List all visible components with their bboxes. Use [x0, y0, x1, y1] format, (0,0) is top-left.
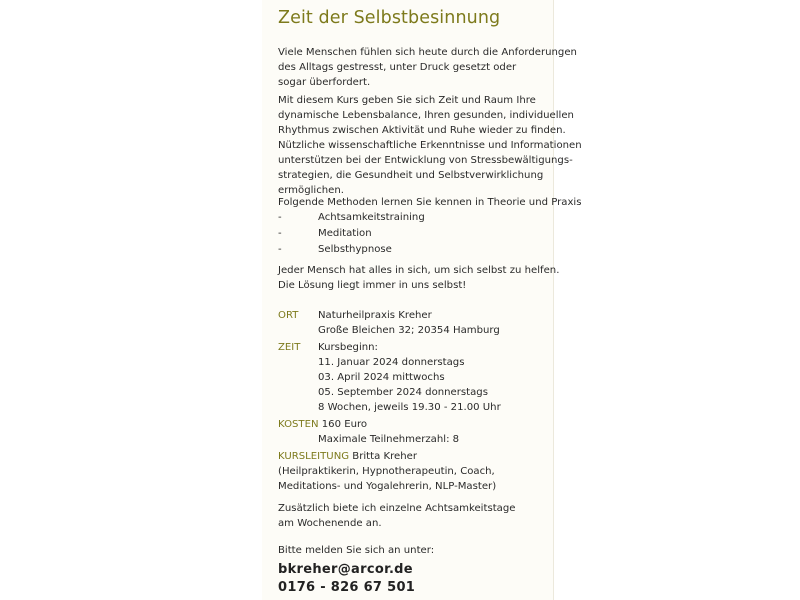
kosten-label: KOSTEN: [278, 419, 319, 430]
kursleitung-name: Britta Kreher: [352, 451, 417, 462]
course-paragraph: [278, 93, 582, 198]
extra-paragraph: [278, 501, 515, 531]
method-label: Meditation: [318, 228, 372, 239]
intro-paragraph: [278, 45, 577, 90]
zeit-details: [318, 340, 488, 400]
methods-intro: Folgende Methoden lernen Sie kennen in Theorie und Praxis: [278, 197, 582, 208]
bullet-dash: -: [278, 228, 282, 239]
page-title: Zeit der Selbstbesinnung: [278, 8, 501, 28]
intro-line: sogar überfordert.: [278, 77, 371, 88]
course-line: ermöglichen.: [278, 185, 344, 196]
ort-line: Naturheilpraxis Kreher: [318, 310, 432, 321]
zeit-label: ZEIT: [278, 342, 301, 353]
course-line: strategien, die Gesundheit und Selbstverwirklichung: [278, 170, 544, 181]
kursleitung-row: [278, 449, 496, 464]
kursleitung-section: [278, 449, 496, 494]
kursleitung-label: KURSLEITUNG: [278, 451, 350, 462]
ort-details: [318, 308, 500, 338]
extra-line: Zusätzlich biete ich einzelne Achtsamkeitstage: [278, 503, 516, 514]
zeit-duration: 8 Wochen, jeweils 19.30 - 21.00 Uhr: [318, 402, 501, 413]
method-label: Selbsthypnose: [318, 244, 392, 255]
kursleitung-line: Meditations- und Yogalehrerin, NLP-Master): [278, 481, 497, 492]
zeit-line: Kursbeginn:: [318, 342, 378, 353]
bullet-dash: -: [278, 212, 282, 223]
extra-line: am Wochenende an.: [278, 518, 382, 529]
course-line: Nützliche wissenschaftliche Erkenntnisse und Informationen: [278, 140, 582, 151]
ort-line: Große Bleichen 32; 20354 Hamburg: [318, 325, 500, 336]
course-line: unterstützen bei der Entwicklung von Stressbewältigungs-: [278, 155, 573, 166]
kursleitung-line: (Heilpraktikerin, Hypnotherapeutin, Coach,: [278, 466, 495, 477]
zeit-date: 03. April 2024 mittwochs: [318, 372, 445, 383]
email-link[interactable]: bkreher@arcor.de: [278, 562, 413, 577]
participants-limit: Maximale Teilnehmerzahl: 8: [318, 434, 460, 445]
bullet-dash: -: [278, 244, 282, 255]
course-line: Rhythmus zwischen Aktivität und Ruhe wieder zu finden.: [278, 125, 566, 136]
kosten-row: [278, 417, 367, 432]
closing-line: Jeder Mensch hat alles in sich, um sich selbst zu helfen.: [278, 265, 560, 276]
intro-line: des Alltags gestresst, unter Druck gesetzt oder: [278, 62, 517, 73]
intro-line: Viele Menschen fühlen sich heute durch die Anforderungen: [278, 47, 577, 58]
phone-number[interactable]: 0176 - 826 67 501: [278, 580, 416, 595]
course-line: dynamische Lebensbalance, Ihren gesunden, individuellen: [278, 110, 574, 121]
signup-text: Bitte melden Sie sich an unter:: [278, 545, 435, 556]
closing-line: Die Lösung liegt immer in uns selbst!: [278, 280, 467, 291]
method-label: Achtsamkeitstraining: [318, 212, 425, 223]
ort-label: ORT: [278, 310, 299, 321]
kosten-price: 160 Euro: [321, 419, 368, 430]
course-line: Mit diesem Kurs geben Sie sich Zeit und Raum Ihre: [278, 95, 536, 106]
zeit-date: 05. September 2024 donnerstags: [318, 387, 488, 398]
zeit-date: 11. Januar 2024 donnerstags: [318, 357, 465, 368]
closing-paragraph: [278, 263, 559, 293]
